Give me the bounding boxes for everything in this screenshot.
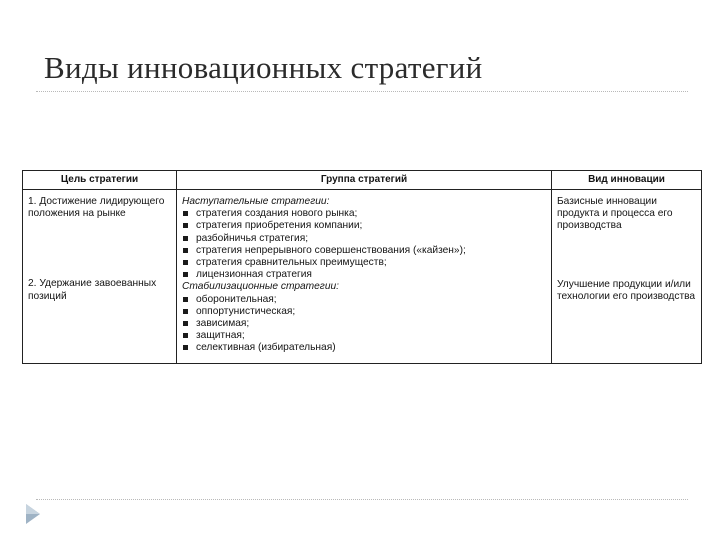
- stabilizing-list: [182, 294, 546, 355]
- header-group: Группа стратегий: [177, 171, 552, 190]
- list-item: зависимая;: [182, 318, 546, 330]
- offensive-list: [182, 208, 546, 281]
- kind-improving: Улучшение продукции и/или технологии его производства: [557, 278, 696, 302]
- list-item: селективная (избирательная): [182, 342, 546, 354]
- goal-retention: 2. Удержание завоеванных позиций: [28, 278, 157, 302]
- footer-divider: [36, 499, 688, 500]
- list-item: стратегия сравнительных преимуществ;: [182, 257, 546, 269]
- list-item: оборонительная;: [182, 294, 546, 306]
- list-item: разбойничья стратегия;: [182, 233, 546, 245]
- strategy-table: [22, 170, 702, 364]
- page-title: Виды инновационных стратегий: [44, 50, 483, 85]
- goal-cell: [23, 190, 177, 364]
- title-divider: [36, 91, 688, 92]
- kind-basic: Базисные инновации продукта и процесса его производства: [557, 196, 673, 232]
- list-item: стратегия непрерывного совершенствования («кайзен»);: [182, 245, 546, 257]
- list-item: стратегия создания нового рынка;: [182, 208, 546, 220]
- list-item: оппортунистическая;: [182, 306, 546, 318]
- group-title-offensive: Наступательные стратегии:: [182, 196, 330, 207]
- group-cell: [177, 190, 552, 364]
- header-goal: Цель стратегии: [23, 171, 177, 190]
- header-kind: Вид инновации: [552, 171, 702, 190]
- list-item: стратегия приобретения компании;: [182, 220, 546, 232]
- goal-leadership: 1. Достижение лидирующего положения на рынке: [28, 196, 165, 220]
- next-arrow-icon[interactable]: [24, 503, 42, 525]
- group-title-stabilizing: Стабилизационные стратегии:: [182, 281, 339, 293]
- list-item: лицензионная стратегия: [182, 269, 546, 281]
- table-header-row: [23, 171, 702, 190]
- kind-cell: [552, 190, 702, 364]
- list-item: защитная;: [182, 330, 546, 342]
- table-row: [23, 190, 702, 364]
